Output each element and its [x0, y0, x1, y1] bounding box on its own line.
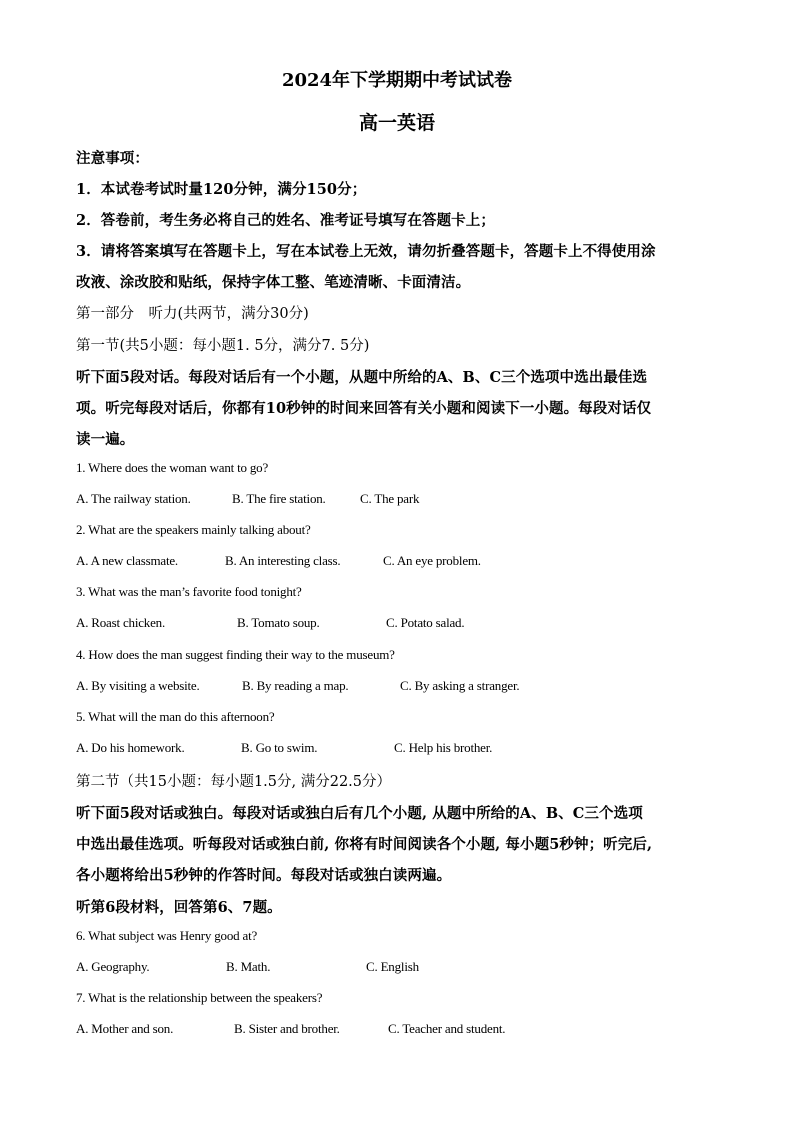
option-b: B. The fire station.: [232, 491, 326, 506]
section2-instruction: 各小题将给出5秒钟的作答时间。每段对话或独白读两遍。: [76, 867, 452, 884]
option-a: A. Mother and son.: [76, 1021, 174, 1036]
question-stem: 4. How does the man suggest finding their way to the museum?: [76, 647, 395, 662]
notice-item: 1．本试卷考试时量120分钟，满分150分；: [76, 181, 367, 198]
option-c: C. Teacher and student.: [388, 1021, 506, 1036]
material-heading: 听第6段材料，回答第6、7题。: [76, 899, 282, 916]
section1-instruction: 读一遍。: [76, 431, 135, 448]
option-b: B. Sister and brother.: [234, 1021, 340, 1036]
notice-item: 2．答卷前，考生务必将自己的姓名、准考证号填写在答题卡上；: [76, 212, 495, 229]
option-a: A. The railway station.: [76, 491, 191, 506]
question-stem: 1. Where does the woman want to go?: [76, 460, 269, 475]
section2-instruction: 中选出最佳选项。听每段对话或独白前, 你将有时间阅读各个小题, 每小题5秒钟；听完后,: [76, 836, 653, 853]
notice-item: 改液、涂改胶和贴纸，保持字体工整、笔迹清晰、卡面清洁。: [76, 274, 471, 291]
section1-instruction: 听下面5段对话。每段对话后有一个小题，从题中所给的A、B、C三个选项中选出最佳选: [76, 369, 648, 386]
option-a: A. A new classmate.: [76, 553, 178, 568]
option-b: B. An interesting class.: [225, 553, 341, 568]
question-stem: 2. What are the speakers mainly talking about?: [76, 522, 311, 537]
option-a: A. By visiting a website.: [76, 678, 200, 693]
section1-heading: 第一节(共5小题：每小题1. 5分，满分7. 5分): [76, 338, 370, 354]
part1-heading: 第一部分 听力(共两节，满分30分): [76, 306, 309, 322]
option-c: C. An eye problem.: [383, 553, 481, 568]
notice-heading: 注意事项：: [76, 150, 149, 167]
option-c: C. By asking a stranger.: [400, 678, 520, 693]
option-c: C. Help his brother.: [394, 740, 493, 755]
option-a: A. Geography.: [76, 959, 150, 974]
question-stem: 6. What subject was Henry good at?: [76, 928, 258, 943]
notice-item: 3．请将答案填写在答题卡上，写在本试卷上无效，请勿折叠答题卡，答题卡上不得使用涂: [76, 243, 656, 260]
exam-title: 2024年下学期期中考试试卷: [281, 70, 513, 91]
question-stem: 5. What will the man do this afternoon?: [76, 709, 275, 724]
option-c: C. English: [366, 959, 419, 974]
option-a: A. Do his homework.: [76, 740, 185, 755]
section2-heading: 第二节（共15小题：每小题1.5分, 满分22.5分）: [76, 774, 392, 790]
section2-instruction: 听下面5段对话或独白。每段对话或独白后有几个小题, 从题中所给的A、B、C三个选项: [76, 805, 643, 822]
exam-subtitle: 高一英语: [358, 112, 435, 134]
option-c: C. Potato salad.: [386, 615, 465, 630]
option-b: B. Math.: [226, 959, 271, 974]
option-b: B. Go to swim.: [241, 740, 318, 755]
option-b: B. By reading a map.: [242, 678, 349, 693]
option-b: B. Tomato soup.: [237, 615, 320, 630]
section1-instruction: 项。听完每段对话后，你都有10秒钟的时间来回答有关小题和阅读下一小题。每段对话仅: [76, 400, 652, 417]
question-stem: 3. What was the man’s favorite food tonight?: [76, 584, 302, 599]
question-stem: 7. What is the relationship between the speakers?: [76, 990, 323, 1005]
option-c: C. The park: [360, 491, 420, 506]
option-a: A. Roast chicken.: [76, 615, 166, 630]
